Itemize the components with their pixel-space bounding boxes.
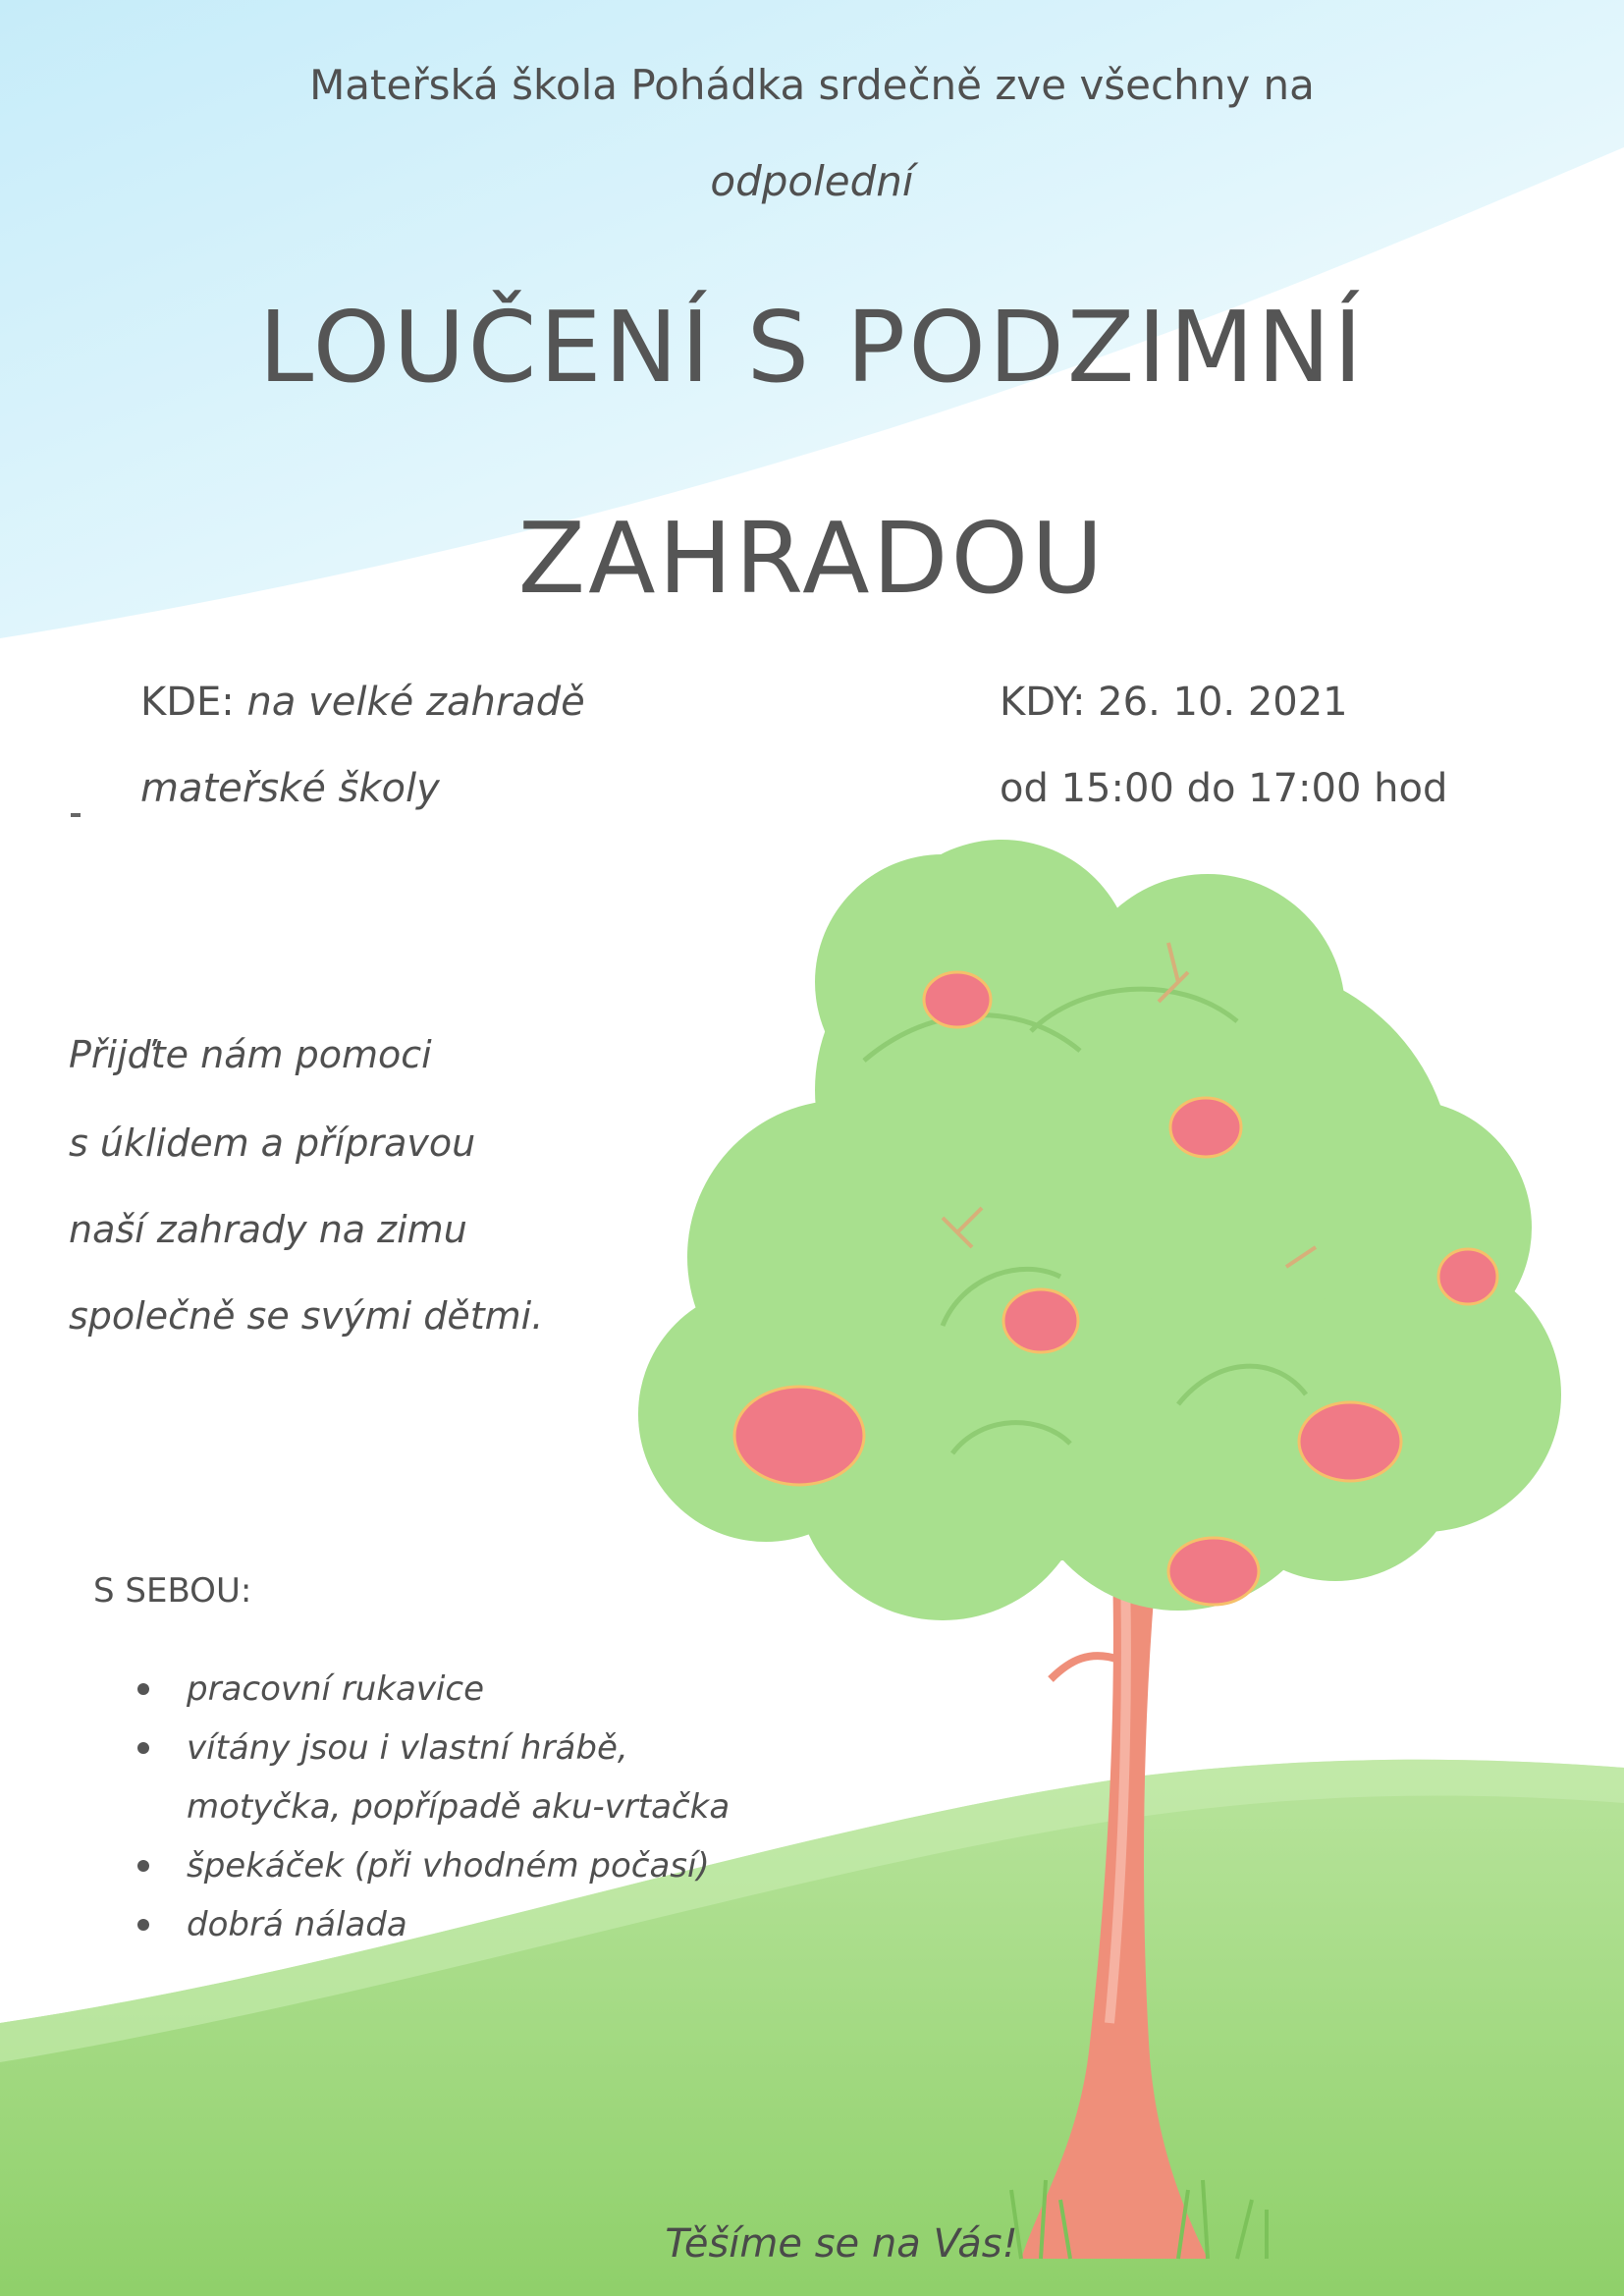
bullet-icon (137, 1919, 149, 1931)
where-label: KDE: (140, 680, 235, 725)
apple (1170, 1098, 1241, 1157)
invitation-line-2: odpolední (710, 157, 914, 205)
bring-item-text: dobrá nálada (187, 1905, 407, 1944)
bullet-icon (137, 1742, 149, 1754)
scan-mark (71, 813, 81, 817)
bring-item-text: motyčka, popřípadě aku-vrtačka (187, 1787, 731, 1827)
when-time: od 15:00 do 17:00 hod (1000, 766, 1448, 811)
bring-item (137, 1660, 730, 1719)
help-text-line-1: Přijďte nám pomoci (69, 1033, 432, 1076)
bullet-icon (137, 1683, 149, 1695)
bring-item (137, 1719, 730, 1777)
bring-item-continuation (137, 1777, 730, 1836)
apple (1438, 1249, 1497, 1304)
when-label: KDY: (1000, 680, 1086, 725)
tree-foliage (638, 840, 1561, 1620)
help-text-line-3: naší zahrady na zimu (69, 1208, 467, 1251)
invitation-line-1: Mateřská škola Pohádka srdečně zve všechny na (309, 61, 1315, 109)
apple (1299, 1402, 1401, 1481)
apple (734, 1387, 864, 1485)
when-line-1 (1000, 680, 1348, 725)
apple (924, 972, 991, 1027)
bring-item (137, 1836, 730, 1895)
closing-line: Těšíme se na Vás! (665, 2221, 1018, 2267)
apple (1168, 1538, 1259, 1605)
help-text-line-2: s úklidem a přípravou (69, 1121, 476, 1165)
when-date: 26. 10. 2021 (1098, 680, 1348, 725)
where-value-1: na velké zahradě (246, 680, 585, 725)
event-title-line-2: ZAHRADOU (517, 501, 1107, 616)
where-line-2: mateřské školy (140, 766, 440, 811)
event-title-line-1: LOUČENÍ S PODZIMNÍ (258, 290, 1366, 405)
bullet-icon (137, 1860, 149, 1872)
bring-heading: S SEBOU: (93, 1571, 252, 1611)
bring-item (137, 1895, 730, 1954)
bring-item-text: vítány jsou i vlastní hrábě, (187, 1728, 628, 1768)
where-line-1 (140, 680, 585, 725)
apple (1003, 1289, 1078, 1352)
bring-item-text: špekáček (při vhodném počasí) (187, 1846, 710, 1886)
bring-item-text: pracovní rukavice (187, 1669, 485, 1709)
help-text-line-4: společně se svými dětmi. (69, 1294, 544, 1338)
bring-list (137, 1660, 730, 1954)
